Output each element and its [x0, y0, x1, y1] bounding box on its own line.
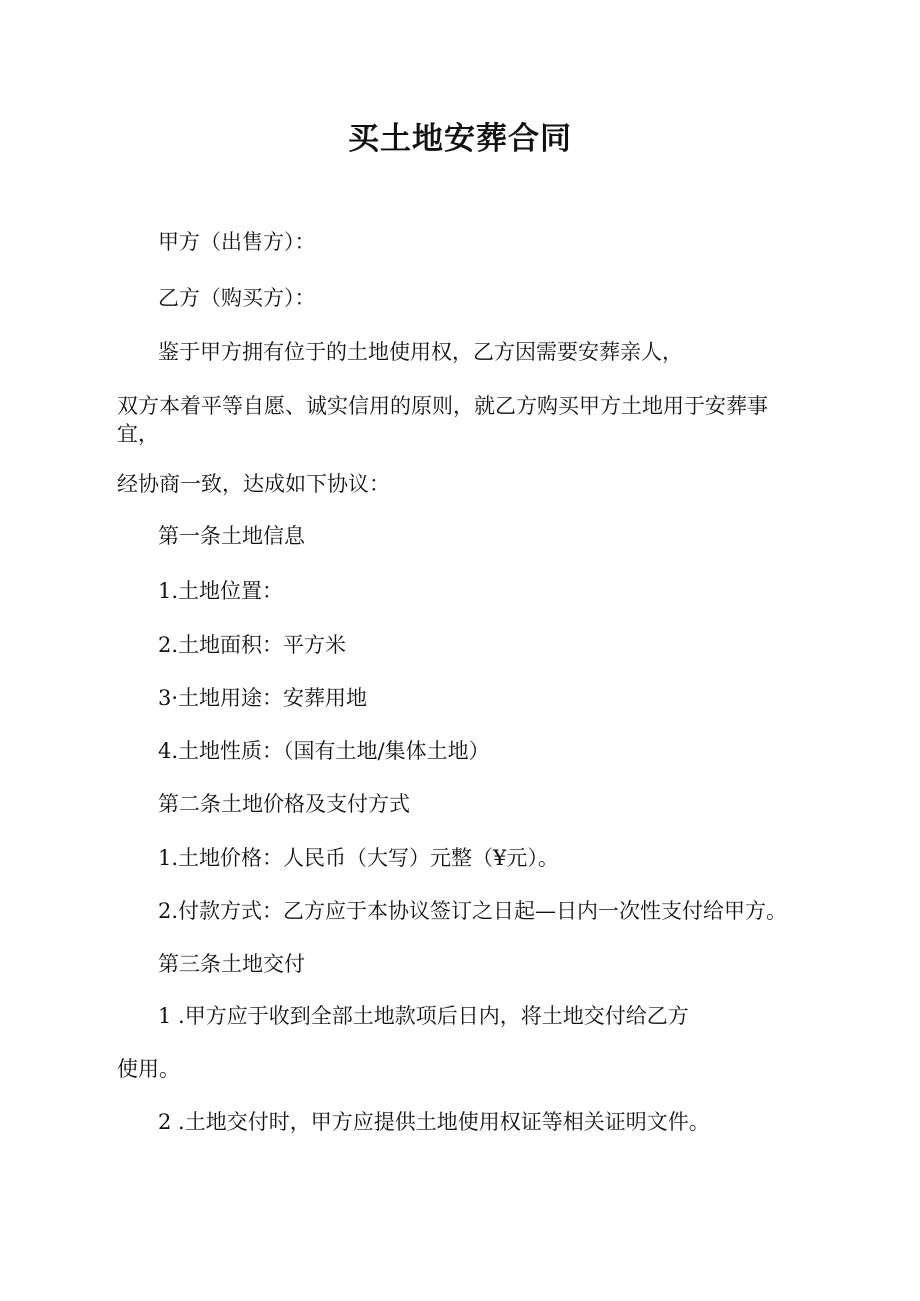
document-title: 买土地安葬合同 [348, 121, 572, 157]
article-1-heading: 第一条土地信息 [158, 524, 305, 548]
article-1-item-2: 2.土地面积：平方米 [158, 633, 347, 657]
preamble-line-2: 双方本着平等自愿、诚实信用的原则，就乙方购买甲方土地用于安葬事 [117, 394, 768, 418]
article-3-heading: 第三条土地交付 [158, 952, 305, 976]
article-1-item-1: 1.土地位置： [158, 579, 284, 603]
article-3-item-1: 1 .甲方应于收到全部土地款项后日内，将土地交付给乙方 [158, 1004, 689, 1028]
preamble-line-1: 鉴于甲方拥有位于的土地使用权，乙方因需要安葬亲人， [158, 340, 683, 364]
article-2-item-2: 2.付款方式：乙方应于本协议签订之日起—日内一次性支付给甲方。 [158, 899, 788, 923]
party-b-line: 乙方（购买方）： [158, 286, 316, 310]
preamble-line-3: 宜， [117, 422, 159, 446]
article-1-item-4: 4.土地性质：（国有土地/集体土地） [158, 739, 490, 763]
article-3-item-1-cont: 使用。 [117, 1057, 180, 1081]
article-1-item-3: 3·土地用途：安葬用地 [158, 686, 368, 710]
article-3-item-2: 2 .土地交付时，甲方应提供土地使用权证等相关证明文件。 [158, 1110, 710, 1134]
preamble-line-4: 经协商一致，达成如下协议： [117, 472, 390, 496]
article-2-heading: 第二条土地价格及支付方式 [158, 792, 410, 816]
article-2-item-1: 1.土地价格：人民币（大写）元整（¥元）。 [158, 846, 559, 870]
party-a-line: 甲方（出售方）： [158, 230, 316, 254]
